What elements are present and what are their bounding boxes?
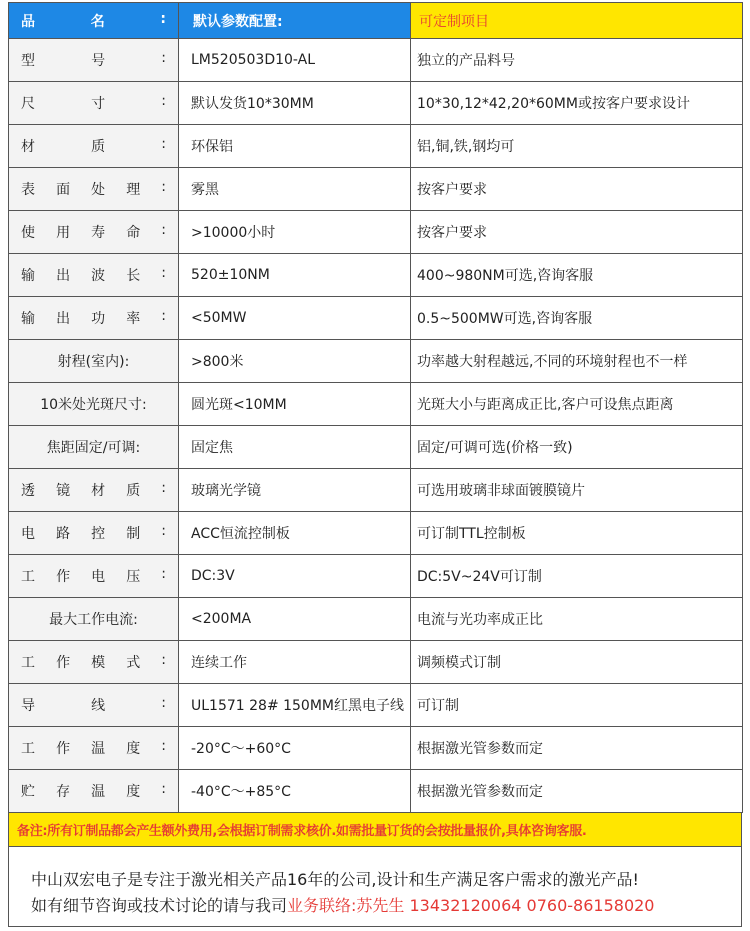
row-label: 工 作 电 压 : bbox=[21, 566, 166, 585]
footer-line-2 bbox=[31, 893, 741, 919]
row-label-cell bbox=[9, 469, 179, 512]
table-row bbox=[9, 82, 743, 125]
table-row bbox=[9, 770, 743, 813]
table-row bbox=[9, 727, 743, 770]
row-custom: 可订制 bbox=[411, 684, 743, 727]
table-row bbox=[9, 469, 743, 512]
row-label: 输 出 功 率 : bbox=[21, 308, 166, 327]
table-row bbox=[9, 254, 743, 297]
header-name: 品 名 : bbox=[21, 10, 166, 30]
row-label-cell bbox=[9, 254, 179, 297]
row-label-cell bbox=[9, 82, 179, 125]
row-custom: 铝,铜,铁,钢均可 bbox=[411, 125, 743, 168]
row-label-cell bbox=[9, 426, 179, 469]
row-label: 射程(室内): bbox=[57, 354, 130, 370]
row-label-cell bbox=[9, 168, 179, 211]
row-label-cell bbox=[9, 641, 179, 684]
table-row bbox=[9, 555, 743, 598]
row-custom: 光斑大小与距离成正比,客户可设焦点距离 bbox=[411, 383, 743, 426]
table-row bbox=[9, 125, 743, 168]
row-custom: 固定/可调可选(价格一致) bbox=[411, 426, 743, 469]
footer-line-1: 中山双宏电子是专注于激光相关产品16年的公司,设计和生产满足客户需求的激光产品! bbox=[31, 870, 639, 889]
row-label: 贮 存 温 度 : bbox=[21, 781, 166, 800]
row-label: 透 镜 材 质 : bbox=[21, 480, 166, 499]
row-label: 电 路 控 制 : bbox=[21, 523, 166, 542]
row-default: LM520503D10-AL bbox=[179, 39, 411, 82]
table-row bbox=[9, 297, 743, 340]
footer-line-2-prefix: 如有细节咨询或技术讨论的请与我司 bbox=[31, 896, 288, 915]
row-default: 默认发货10*30MM bbox=[179, 82, 411, 125]
spec-table bbox=[8, 2, 743, 813]
row-label-cell bbox=[9, 555, 179, 598]
row-default: <200MA bbox=[179, 598, 411, 641]
row-label-cell bbox=[9, 512, 179, 555]
row-label: 导 线 : bbox=[21, 695, 166, 714]
row-label: 输 出 波 长 : bbox=[21, 265, 166, 284]
row-custom: 根据激光管参数而定 bbox=[411, 727, 743, 770]
row-custom: 0.5~500MW可选,咨询客服 bbox=[411, 297, 743, 340]
row-label-cell bbox=[9, 211, 179, 254]
table-row bbox=[9, 426, 743, 469]
row-custom: DC:5V~24V可订制 bbox=[411, 555, 743, 598]
row-label: 焦距固定/可调: bbox=[46, 440, 141, 456]
row-default: <50MW bbox=[179, 297, 411, 340]
row-label: 使 用 寿 命 : bbox=[21, 222, 166, 241]
table-row bbox=[9, 39, 743, 82]
row-label-cell bbox=[9, 297, 179, 340]
table-row bbox=[9, 641, 743, 684]
row-default: -20°C～+60°C bbox=[179, 727, 411, 770]
row-label-cell bbox=[9, 39, 179, 82]
row-default: UL1571 28# 150MM红黑电子线 bbox=[179, 684, 411, 727]
row-custom: 可订制TTL控制板 bbox=[411, 512, 743, 555]
row-default: DC:3V bbox=[179, 555, 411, 598]
row-default: >800米 bbox=[179, 340, 411, 383]
row-custom: 10*30,12*42,20*60MM或按客户要求设计 bbox=[411, 82, 743, 125]
header-name-cell bbox=[9, 3, 179, 39]
table-row bbox=[9, 383, 743, 426]
row-custom: 调频模式订制 bbox=[411, 641, 743, 684]
table-row bbox=[9, 168, 743, 211]
table-header-row bbox=[9, 3, 743, 39]
row-default: 玻璃光学镜 bbox=[179, 469, 411, 512]
row-custom: 功率越大射程越远,不同的环境射程也不一样 bbox=[411, 340, 743, 383]
row-label-cell bbox=[9, 125, 179, 168]
row-default: 圆光斑<10MM bbox=[179, 383, 411, 426]
row-custom: 独立的产品料号 bbox=[411, 39, 743, 82]
table-row bbox=[9, 598, 743, 641]
row-default: 520±10NM bbox=[179, 254, 411, 297]
row-default: -40°C～+85°C bbox=[179, 770, 411, 813]
row-label-cell bbox=[9, 383, 179, 426]
row-label: 尺 寸 : bbox=[21, 93, 166, 112]
row-default: 固定焦 bbox=[179, 426, 411, 469]
row-label-cell bbox=[9, 684, 179, 727]
note-banner: 备注:所有订制品都会产生额外费用,会根据订制需求核价.如需批量订货的会按批量报价,具体咨询客服. bbox=[8, 813, 742, 847]
row-custom: 400~980NM可选,咨询客服 bbox=[411, 254, 743, 297]
header-default: 默认参数配置: bbox=[179, 3, 411, 39]
row-label: 工 作 温 度 : bbox=[21, 738, 166, 757]
row-custom: 可选用玻璃非球面镀膜镜片 bbox=[411, 469, 743, 512]
table-row bbox=[9, 684, 743, 727]
row-default: ACC恒流控制板 bbox=[179, 512, 411, 555]
table-row bbox=[9, 211, 743, 254]
row-default: >10000小时 bbox=[179, 211, 411, 254]
row-default: 雾黑 bbox=[179, 168, 411, 211]
footer-contact: 业务联络:苏先生 13432120064 0760-86158020 bbox=[287, 896, 655, 915]
row-custom: 电流与光功率成正比 bbox=[411, 598, 743, 641]
row-custom: 按客户要求 bbox=[411, 168, 743, 211]
row-label: 型 号 : bbox=[21, 50, 166, 69]
company-footer bbox=[8, 847, 742, 927]
row-label-cell bbox=[9, 770, 179, 813]
row-default: 环保铝 bbox=[179, 125, 411, 168]
spec-sheet bbox=[8, 2, 742, 927]
row-custom: 根据激光管参数而定 bbox=[411, 770, 743, 813]
row-label: 工 作 模 式 : bbox=[21, 652, 166, 671]
row-label: 表 面 处 理 : bbox=[21, 179, 166, 198]
row-default: 连续工作 bbox=[179, 641, 411, 684]
table-row bbox=[9, 340, 743, 383]
table-row bbox=[9, 512, 743, 555]
row-label: 10米处光斑尺寸: bbox=[40, 397, 147, 413]
row-label-cell bbox=[9, 340, 179, 383]
row-label-cell bbox=[9, 727, 179, 770]
row-custom: 按客户要求 bbox=[411, 211, 743, 254]
row-label: 最大工作电流: bbox=[49, 612, 138, 628]
row-label-cell bbox=[9, 598, 179, 641]
row-label: 材 质 : bbox=[21, 136, 166, 155]
header-custom: 可定制项目 bbox=[411, 3, 743, 39]
